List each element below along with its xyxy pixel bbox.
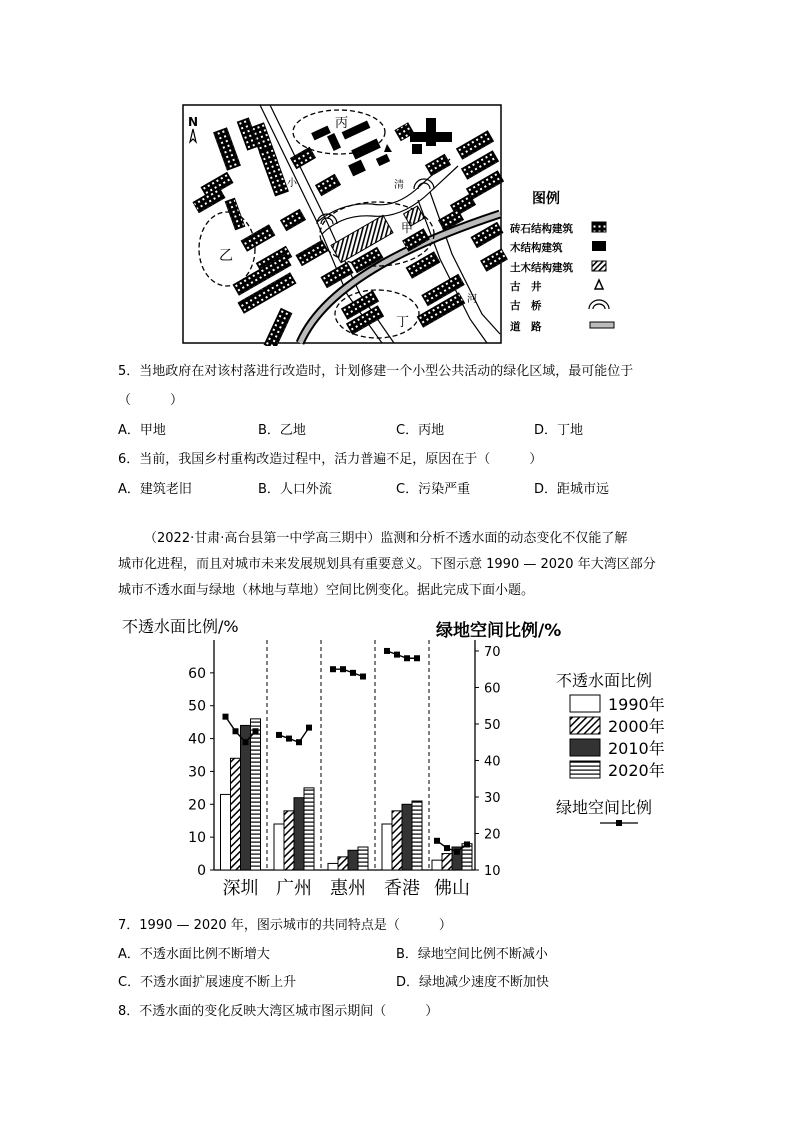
legend-swatch-2000 (570, 717, 600, 734)
right-axis-label: 绿地空间比例/% (436, 621, 562, 641)
green-point (434, 838, 440, 844)
label-yi: 乙 (219, 248, 233, 264)
label-ding: 丁 (396, 315, 410, 330)
left-tick-label: 0 (197, 863, 206, 879)
dotted-box-icon (592, 222, 606, 232)
right-tick-label: 10 (484, 864, 501, 879)
q6-option-c[interactable]: C．污染严重 (396, 482, 471, 497)
left-tick-label: 50 (188, 698, 206, 715)
right-tick-label: 20 (484, 827, 501, 843)
green-point (253, 728, 259, 734)
left-axis-label: 不透水面比例/% (122, 617, 239, 636)
left-tick-label: 10 (188, 830, 206, 847)
legend-title: 图例 (532, 191, 560, 207)
question-8-stem: 8．不透水面的变化反映大湾区城市图示期间（ ） (118, 1004, 439, 1019)
green-point (330, 666, 336, 672)
legend-label-2000: 2000年 (608, 717, 665, 736)
green-point (384, 648, 390, 654)
green-point (223, 714, 229, 720)
well-icon (595, 280, 603, 289)
green-line-惠州 (333, 669, 363, 676)
legend-label-wood: 木结构建筑 (510, 242, 563, 254)
left-tick-label: 40 (188, 731, 206, 748)
question-7-stem: 7．1990 — 2020 年，图示城市的共同特点是（ ） (118, 918, 452, 933)
green-point (340, 666, 346, 672)
legend-label-2020: 2020年 (608, 761, 665, 780)
q7-option-a[interactable]: A．不透水面比例不断增大 (118, 947, 270, 962)
label-qing: 清 (394, 180, 404, 191)
category-label: 惠州 (330, 878, 366, 899)
chart-legend-title: 不透水面比例 (556, 671, 653, 690)
green-line-广州 (279, 728, 309, 743)
right-tick-label: 70 (484, 644, 501, 660)
green-point (464, 841, 470, 847)
q7-option-d[interactable]: D．绿地减少速度不断加快 (396, 975, 550, 990)
q6-option-d[interactable]: D．距城市远 (534, 482, 610, 497)
question-6-stem: 6．当前，我国乡村重构改造过程中，活力普遍不足，原因在于（ ） (118, 452, 543, 467)
category-label: 深圳 (222, 878, 259, 899)
village-map (182, 104, 627, 346)
north-label: N (188, 115, 199, 129)
chart-legend (556, 671, 665, 826)
q5-option-c[interactable]: C．丙地 (396, 423, 445, 438)
legend-swatch-1990 (570, 695, 600, 712)
bar-2020年 (304, 788, 314, 870)
right-tick-label: 50 (484, 717, 501, 733)
urban-chart (118, 612, 688, 904)
label-jia: 甲 (401, 221, 414, 235)
green-line-香港 (387, 651, 417, 658)
question-5-stem: 5．当地政府在对该村落进行改造时，计划修建一个小型公共活动的绿化区域，最可能位于 (118, 364, 634, 379)
right-tick-label: 60 (484, 681, 501, 697)
green-point (394, 652, 400, 658)
map-legend (509, 190, 614, 333)
bar-2000年 (231, 758, 241, 870)
legend-swatch-2020 (570, 761, 600, 778)
bar-1990年 (382, 824, 392, 870)
green-point (276, 732, 282, 738)
bar-1990年 (274, 824, 284, 870)
green-point (360, 674, 366, 680)
q7-option-b[interactable]: B．绿地空间比例不断减小 (396, 947, 548, 962)
green-point (350, 670, 356, 676)
q5-option-a[interactable]: A．甲地 (118, 423, 166, 438)
legend-label-road: 道 路 (510, 321, 542, 333)
legend-label-earthwood: 土木结构建筑 (510, 262, 573, 274)
green-point (296, 739, 302, 745)
legend-line-marker (616, 820, 622, 826)
legend-swatch-2010 (570, 739, 600, 756)
left-tick-label: 60 (188, 665, 206, 682)
bar-2000年 (392, 811, 402, 870)
right-tick-label: 30 (484, 790, 501, 806)
bar-2010年 (348, 850, 358, 870)
bar-2010年 (294, 798, 304, 870)
bar-2020年 (358, 847, 368, 870)
legend-label-bridge: 古 桥 (510, 300, 542, 312)
green-point (286, 736, 292, 742)
hatched-box-icon (592, 261, 606, 271)
bar-2010年 (241, 725, 251, 870)
legend-line-label: 绿地空间比例 (556, 798, 653, 817)
green-point (243, 739, 249, 745)
green-point (414, 655, 420, 661)
bar-2010年 (402, 804, 412, 870)
legend-label-well: 古 井 (510, 281, 542, 293)
category-label: 香港 (384, 878, 420, 899)
bar-2000年 (284, 811, 294, 870)
green-point (454, 849, 460, 855)
left-tick-label: 30 (188, 764, 206, 781)
passage-line-1: （2022·甘肃·高台县第一中学高三期中）监测和分析不透水面的动态变化不仅能了解 (144, 531, 628, 546)
bridge-icon (589, 300, 609, 309)
right-tick-label: 40 (484, 754, 501, 770)
green-point (233, 728, 239, 734)
q7-option-c[interactable]: C．不透水面扩展速度不断上升 (118, 975, 297, 990)
q6-option-b[interactable]: B．人口外流 (258, 482, 332, 497)
solid-box-icon (592, 241, 606, 251)
category-label: 广州 (276, 878, 312, 899)
bar-1990年 (221, 794, 231, 870)
legend-label-brick: 砖石结构建筑 (510, 223, 573, 235)
bar-2000年 (442, 854, 452, 870)
legend-label-2010: 2010年 (608, 739, 665, 758)
question-5-paren: （ ） (118, 393, 184, 408)
road-icon (590, 322, 614, 328)
green-point (404, 655, 410, 661)
left-tick-label: 20 (188, 797, 206, 814)
label-bing: 丙 (335, 116, 349, 131)
passage-line-3: 城市不透水面与绿地（林地与草地）空间比例变化。据此完成下面小题。 (118, 583, 535, 598)
bar-2020年 (251, 719, 261, 870)
passage (118, 526, 683, 604)
bar-1990年 (432, 860, 442, 870)
legend-label-1990: 1990年 (608, 695, 665, 714)
q6-option-a[interactable]: A．建筑老旧 (118, 482, 192, 497)
q5-option-d[interactable]: D．丁地 (534, 423, 584, 438)
bar-1990年 (328, 863, 338, 870)
label-he: 河 (467, 294, 477, 305)
category-label: 佛山 (434, 878, 470, 899)
q5-option-b[interactable]: B．乙地 (258, 423, 306, 438)
bar-2000年 (338, 857, 348, 870)
bar-2020年 (412, 801, 422, 870)
passage-line-2: 城市化进程，而且对城市未来发展规划具有重要意义。下图示意 1990 — 2020 年大湾区部分 (118, 557, 656, 572)
green-point (444, 845, 450, 851)
label-xiao: 小 (287, 178, 297, 189)
green-point (306, 725, 312, 731)
